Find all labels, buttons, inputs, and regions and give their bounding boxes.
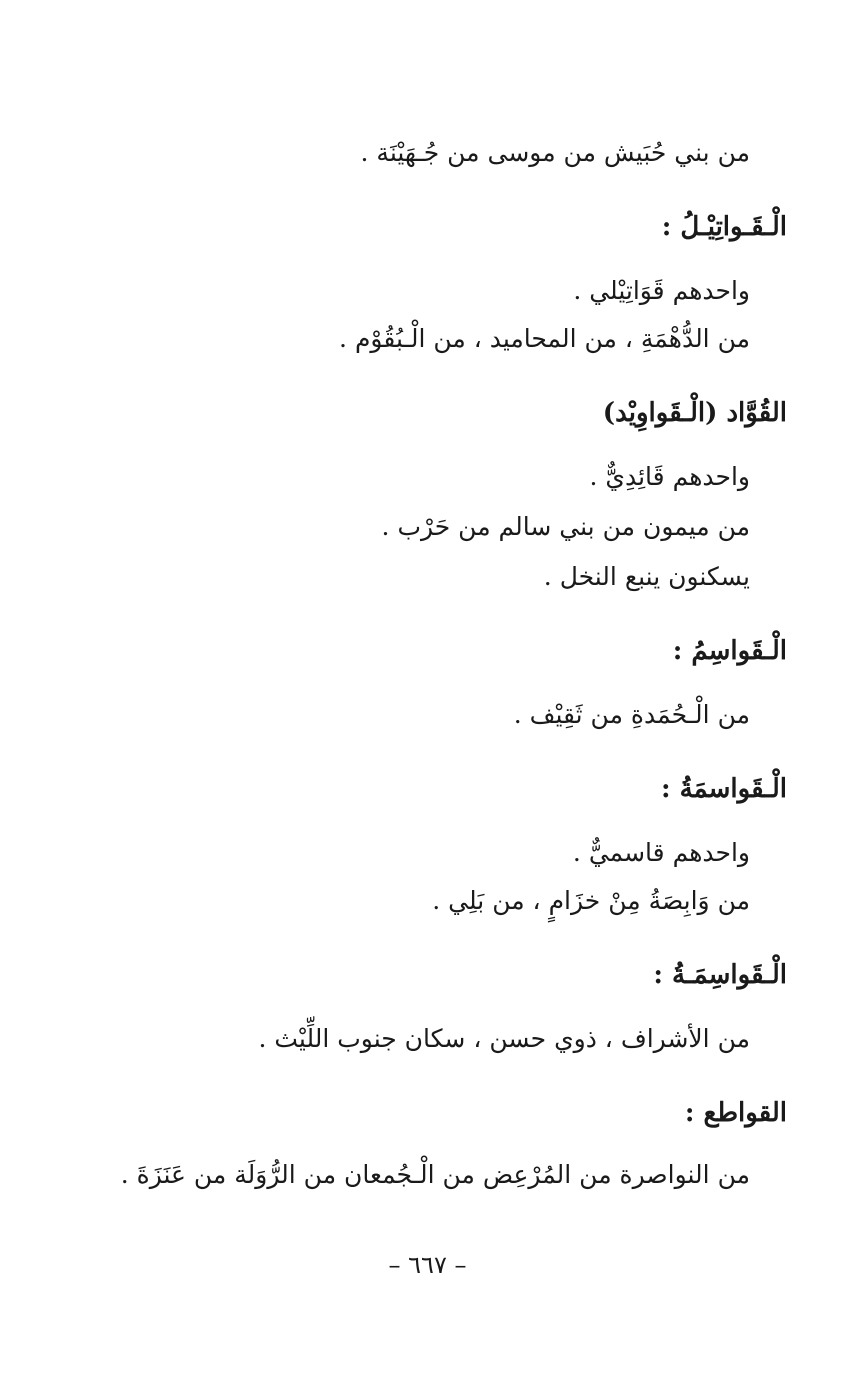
entry-heading: الْـقَـواتِيْـلُ : bbox=[661, 212, 787, 242]
text-line: من النواصرة من المُرْعِض من الْـجُمعان من الرُّوَلَة من عَنَزَةَ . bbox=[120, 1160, 750, 1189]
text-line: واحدهم قَوَاتِيْلي . bbox=[573, 276, 750, 305]
text-line: من الدُّهْمَةِ ، من المحاميد ، من الْـبُقُوْم . bbox=[339, 324, 750, 353]
text-line: واحدهم قَائِدِيٌّ . bbox=[589, 462, 750, 491]
text-line: واحدهم قاسميٌّ . bbox=[572, 838, 750, 867]
entry-heading: الْـقَواسِمَـةُ : bbox=[653, 960, 787, 990]
page-number: – ٦٦٧ – bbox=[388, 1251, 467, 1279]
entry-heading: الْـقَواسِمُ : bbox=[672, 636, 787, 666]
entry-heading: القواطع : bbox=[684, 1098, 787, 1128]
text-line: من الأشراف ، ذوي حسن ، سكان جنوب اللِّيْث . bbox=[258, 1024, 750, 1053]
text-line: من بني حُبَيش من موسى من جُـهَيْنَة . bbox=[360, 138, 750, 167]
text-line: من وَابِصَةُ مِنْ خزَامٍ ، من بَلِي . bbox=[432, 886, 750, 915]
entry-heading: الْـقَواسمَةُ : bbox=[661, 774, 787, 804]
text-line: يسكنون ينبع النخل . bbox=[543, 562, 750, 591]
entry-heading: القُوَّاد (الْـقَواوِيْد) bbox=[602, 398, 787, 428]
text-line: من الْـحُمَدةِ من ثَقِيْف . bbox=[513, 700, 750, 729]
text-line: من ميمون من بني سالم من حَرْب . bbox=[381, 512, 750, 541]
